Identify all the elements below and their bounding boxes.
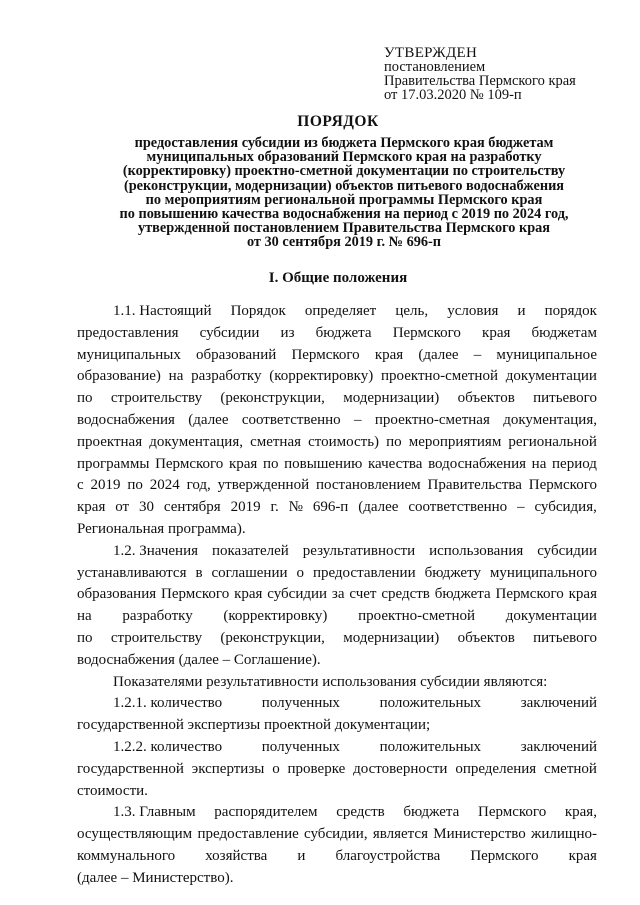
word: водоснабжения [77, 411, 175, 428]
word: региональной [508, 433, 597, 450]
body-text [77, 301, 597, 890]
word: по [77, 390, 93, 407]
approval-title: УТВЕРЖДЕН [384, 45, 478, 61]
word: водоснабжения [428, 455, 527, 472]
word: 2024 [149, 477, 180, 494]
word: стоимость) [308, 433, 380, 450]
word: края [77, 499, 106, 516]
word: Порядок [230, 303, 286, 319]
word: Министерство [433, 826, 526, 843]
word: образования [77, 586, 157, 603]
paragraph-line [77, 366, 597, 388]
word: (далее [188, 411, 229, 428]
subtitle-line: утвержденной постановлением Правительства Пермского края [137, 220, 551, 237]
word: 2019 [90, 477, 121, 494]
word: показателей [211, 542, 289, 559]
word: Показателями результативности использования субсидии являются: [113, 673, 548, 690]
paragraph-line [77, 541, 597, 563]
word: сентября [163, 499, 221, 516]
word: бюджета [434, 586, 491, 603]
word: предоставлении [312, 564, 416, 581]
paragraph-line [77, 584, 597, 606]
word: год, [186, 477, 211, 494]
word: проектно-сметной [358, 608, 476, 625]
word: предоставление [197, 826, 299, 843]
word: определяет [304, 303, 377, 319]
word: субсидии [267, 586, 328, 603]
word: от [115, 499, 130, 516]
word: проектно-сметная [374, 411, 490, 428]
paragraph-line [77, 715, 597, 737]
word: по [127, 477, 143, 494]
word: (корректировку) [269, 368, 374, 385]
word: 1.1. Настоящий [113, 303, 212, 319]
word: повышению [284, 455, 363, 472]
word: соглашении [211, 564, 288, 581]
word: коммунального [77, 847, 176, 864]
word: объектов [457, 629, 515, 646]
word: края [374, 346, 404, 363]
subtitle-line: по повышению качества водоснабжения на период с 2019 по 2024 год, [119, 206, 569, 223]
paragraph-line [77, 301, 597, 323]
word: о [272, 760, 280, 777]
word: (корректировку) [223, 608, 328, 625]
word: на [77, 608, 92, 625]
word: края [228, 455, 258, 472]
subtitle-line: (корректировку) проектно-сметной документации по строительству [122, 163, 566, 180]
approval-line: Правительства Пермского края [384, 73, 576, 89]
word: является [372, 826, 428, 843]
word: № [288, 499, 303, 516]
word: муниципального [489, 564, 597, 581]
word: хозяйства [205, 847, 268, 864]
word: счет [349, 586, 377, 603]
word: питьевого [533, 390, 597, 407]
word: экспертизы [191, 760, 265, 777]
word: полученных [261, 695, 340, 712]
word: благоустройства [335, 847, 441, 864]
word: документации [505, 368, 597, 385]
paragraph-line [77, 323, 597, 345]
word: Пермского [291, 346, 360, 363]
document-title: ПОРЯДОК [297, 113, 379, 130]
word: бюджета [403, 804, 460, 821]
word: использования [429, 542, 524, 559]
word: субсидия, [534, 499, 597, 516]
word: разработку [122, 608, 193, 625]
paragraph-line [77, 672, 597, 694]
word: цель, [395, 303, 429, 319]
word: стоимости. [77, 782, 148, 799]
word: проектная [77, 433, 143, 450]
section-heading: I. Общие положения [268, 270, 408, 286]
word: Пермского [470, 847, 539, 864]
paragraph-line [77, 475, 597, 497]
word: программы [77, 455, 150, 472]
approval-line: постановлением [384, 59, 486, 75]
word: порядок [544, 303, 597, 319]
word: по [386, 433, 402, 450]
word: положительных [379, 738, 482, 755]
paragraph-line [77, 563, 597, 585]
word: 696-п [312, 499, 349, 516]
paragraph-line [77, 650, 597, 672]
word: государственной [77, 760, 184, 777]
word: за [331, 586, 345, 603]
paragraph-line [77, 846, 597, 868]
word: Пермского [495, 586, 564, 603]
word: – [354, 411, 362, 428]
word: (далее [358, 499, 399, 516]
word: с [77, 477, 84, 494]
word: средств [381, 586, 430, 603]
word: по [262, 455, 279, 472]
subtitle-line: от 30 сентября 2019 г. № 696-п [246, 234, 442, 251]
word: постановлением [315, 477, 421, 494]
word: строительству [110, 629, 203, 646]
subtitle-line: муниципальных образований Пермского края на разработку [146, 149, 542, 166]
word: (далее [418, 346, 459, 363]
word: 1.2.2. количество [113, 738, 223, 755]
approval-line: от 17.03.2020 № 109-п [384, 87, 522, 103]
document-subtitle [84, 136, 604, 250]
approval-stamp [384, 46, 576, 102]
word: период [552, 455, 597, 472]
word: Пермского [477, 804, 547, 821]
word: определения [455, 760, 537, 777]
word: устанавливаются [77, 564, 187, 581]
paragraph-line [77, 824, 597, 846]
word: субсидии, [304, 826, 368, 843]
word: модернизации) [343, 629, 440, 646]
word: документация, [149, 433, 243, 450]
word: государственной экспертизы проектной документации; [77, 717, 431, 734]
subtitle-line: (реконструкции, модернизации) объектов питьевого водоснабжения [123, 177, 565, 194]
word: и [297, 847, 306, 864]
word: водоснабжения (далее – Соглашение). [77, 651, 321, 668]
word: заключений [520, 695, 597, 712]
paragraph-line [77, 759, 597, 781]
word: (далее – Министерство). [77, 869, 234, 886]
word: края [482, 324, 511, 341]
word: строительству [110, 390, 203, 407]
word: 1.2.1. количество [113, 695, 223, 712]
word: модернизации) [343, 390, 440, 407]
word: 30 [139, 499, 154, 516]
word: сметная [250, 433, 302, 450]
paragraph-line [77, 606, 597, 628]
word: Пермского [392, 324, 461, 341]
word: и [517, 303, 526, 319]
word: сметной [544, 760, 597, 777]
word: на [168, 368, 184, 385]
word: соответственно [408, 499, 508, 516]
word: Региональная программа). [77, 520, 246, 537]
word: из [280, 324, 295, 341]
word: – [473, 346, 482, 363]
paragraph-line [77, 519, 597, 541]
word: проверке [287, 760, 346, 777]
word: – [517, 499, 525, 516]
word: бюджетам [531, 324, 597, 341]
word: средств [336, 804, 385, 821]
word: Пермского [160, 586, 230, 603]
word: полученных [261, 738, 340, 755]
word: бюджету [424, 564, 481, 581]
word: документация, [503, 411, 597, 428]
word: бюджета [315, 324, 372, 341]
word: муниципальных [77, 346, 181, 363]
word: осуществляющим [77, 826, 193, 843]
word: г. [270, 499, 279, 516]
word: заключений [520, 738, 597, 755]
word: документации [505, 608, 597, 625]
word: (реконструкции, [220, 390, 325, 407]
word: условия [447, 303, 499, 319]
word: мероприятиям [408, 433, 502, 450]
word: объектов [457, 390, 515, 407]
subtitle-line: предоставления субсидии из бюджета Пермского края бюджетам [134, 135, 554, 151]
word: субсидии [199, 324, 260, 341]
paragraph-line [77, 432, 597, 454]
word: края [234, 586, 263, 603]
paragraph-line [77, 410, 597, 432]
word: утвержденной [217, 477, 310, 494]
word: Пермского [155, 455, 224, 472]
word: на [531, 455, 547, 472]
paragraph-line [77, 737, 597, 759]
paragraph-line [77, 802, 597, 824]
word: Правительства [427, 477, 522, 494]
paragraph-line [77, 345, 597, 367]
word: 1.3. Главным [113, 804, 196, 821]
word: питьевого [533, 629, 597, 646]
paragraph-line [77, 628, 597, 650]
word: о [296, 564, 304, 581]
word: образование) [77, 368, 161, 385]
paragraph-line [77, 693, 597, 715]
paragraph-line [77, 868, 597, 890]
paragraph-line [77, 781, 597, 803]
word: жилищно- [531, 826, 597, 843]
paragraph-line [77, 497, 597, 519]
word: результативности [302, 542, 416, 559]
word: образований [196, 346, 277, 363]
word: в [195, 564, 203, 581]
word: распорядителем [214, 804, 318, 821]
word: (реконструкции, [220, 629, 325, 646]
word: соответственно [241, 411, 341, 428]
word: предоставления [77, 324, 179, 341]
word: достоверности [353, 760, 448, 777]
word: 1.2. Значения [113, 542, 199, 559]
word: положительных [379, 695, 482, 712]
word: проектно-сметной [381, 368, 498, 385]
word: края [568, 586, 597, 603]
word: края, [564, 804, 597, 821]
word: муниципальное [496, 346, 597, 363]
word: Пермского [528, 477, 597, 494]
word: разработку [191, 368, 262, 385]
word: 2019 [230, 499, 261, 516]
word: качества [367, 455, 423, 472]
subtitle-line: по мероприятиям региональной программы Пермского края [145, 191, 543, 208]
paragraph-line [77, 454, 597, 476]
word: субсидии [537, 542, 597, 559]
word: края [568, 847, 597, 864]
paragraph-line [77, 388, 597, 410]
word: по [77, 629, 93, 646]
